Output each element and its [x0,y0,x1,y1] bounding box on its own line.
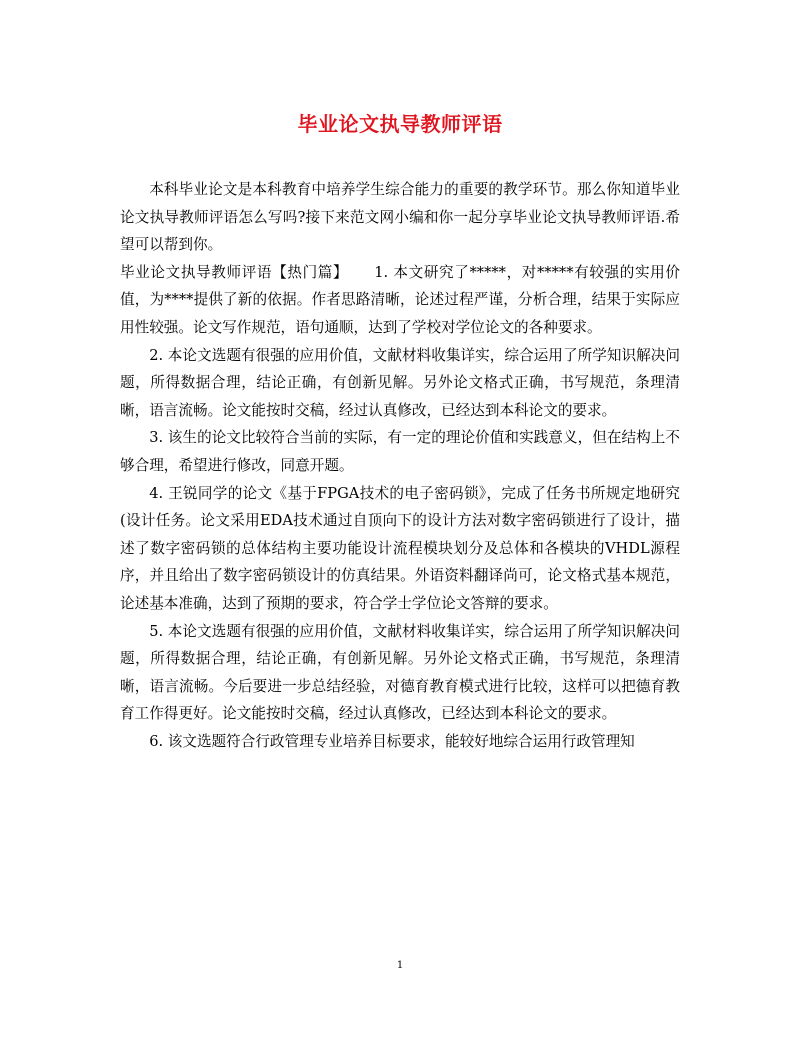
comment-item-6: 6. 该文选题符合行政管理专业培养目标要求，能较好地综合运用行政管理知 [149,732,635,750]
document-title: 毕业论文执导教师评语 [297,112,503,136]
comment-item-2: 2. 本论文选题有很强的应用价值，文献材料收集详实，综合运用了所学知识解决问题，所得数据合理，结论正确，有创新见解。另外论文格式正确，书写规范，条理清晰，语言流畅。论文能按时交稿，经过认真修改，已经达到本科论文的要求。 [120,346,680,419]
intro-paragraph: 本科毕业论文是本科教育中培养学生综合能力的重要的教学环节。那么你知道毕业论文执导教师评语怎么写吗?接下来范文网小编和你一起分享毕业论文执导教师评语.希望可以帮到你。 [120,181,680,254]
comment-item-1: 1. 本文研究了*****，对*****有较强的实用价值，为****提供了新的依据。作者思路清晰，论述过程严谨，分析合理，结果于实际应用性较强。论文写作规范，语句通顺，达到了学校对学位论文的各种要求。 [120,263,680,336]
section-paragraph [120,259,680,342]
page-number: 1 [396,960,404,971]
document-body [120,176,680,755]
comment-item-3: 3. 该生的论文比较符合当前的实际，有一定的理论价值和实践意义，但在结构上不够合理，希望进行修改，同意开题。 [120,429,680,474]
comment-item-5: 5. 本论文选题有很强的应用价值，文献材料收集详实，综合运用了所学知识解决问题，所得数据合理，结论正确，有创新见解。另外论文格式正确，书写规范，条理清晰，语言流畅。今后要进一步总结经验，对德育教育模式进行比较，这样可以把德育教育工作得更好。论文能按时交稿，经过认真修改，已经达到本科论文的要求。 [120,622,680,723]
comment-item-4: 4. 王锐同学的论文《基于FPGA技术的电子密码锁》，完成了任务书所规定地研究(设计任务。论文采用EDA技术通过自顶向下的设计方法对数字密码锁进行了设计，描述了数字密码锁的总体结构主要功能设计流程模块划分及总体和各模块的VHDL源程序，并且给出了数字密码锁设计的仿真结果。外语资料翻译尚可，论文格式基本规范，论述基本准确，达到了预期的要求，符合学士学位论文答辩的要求。 [120,484,680,612]
section-heading: 毕业论文执导教师评语【热门篇】 [120,263,349,281]
